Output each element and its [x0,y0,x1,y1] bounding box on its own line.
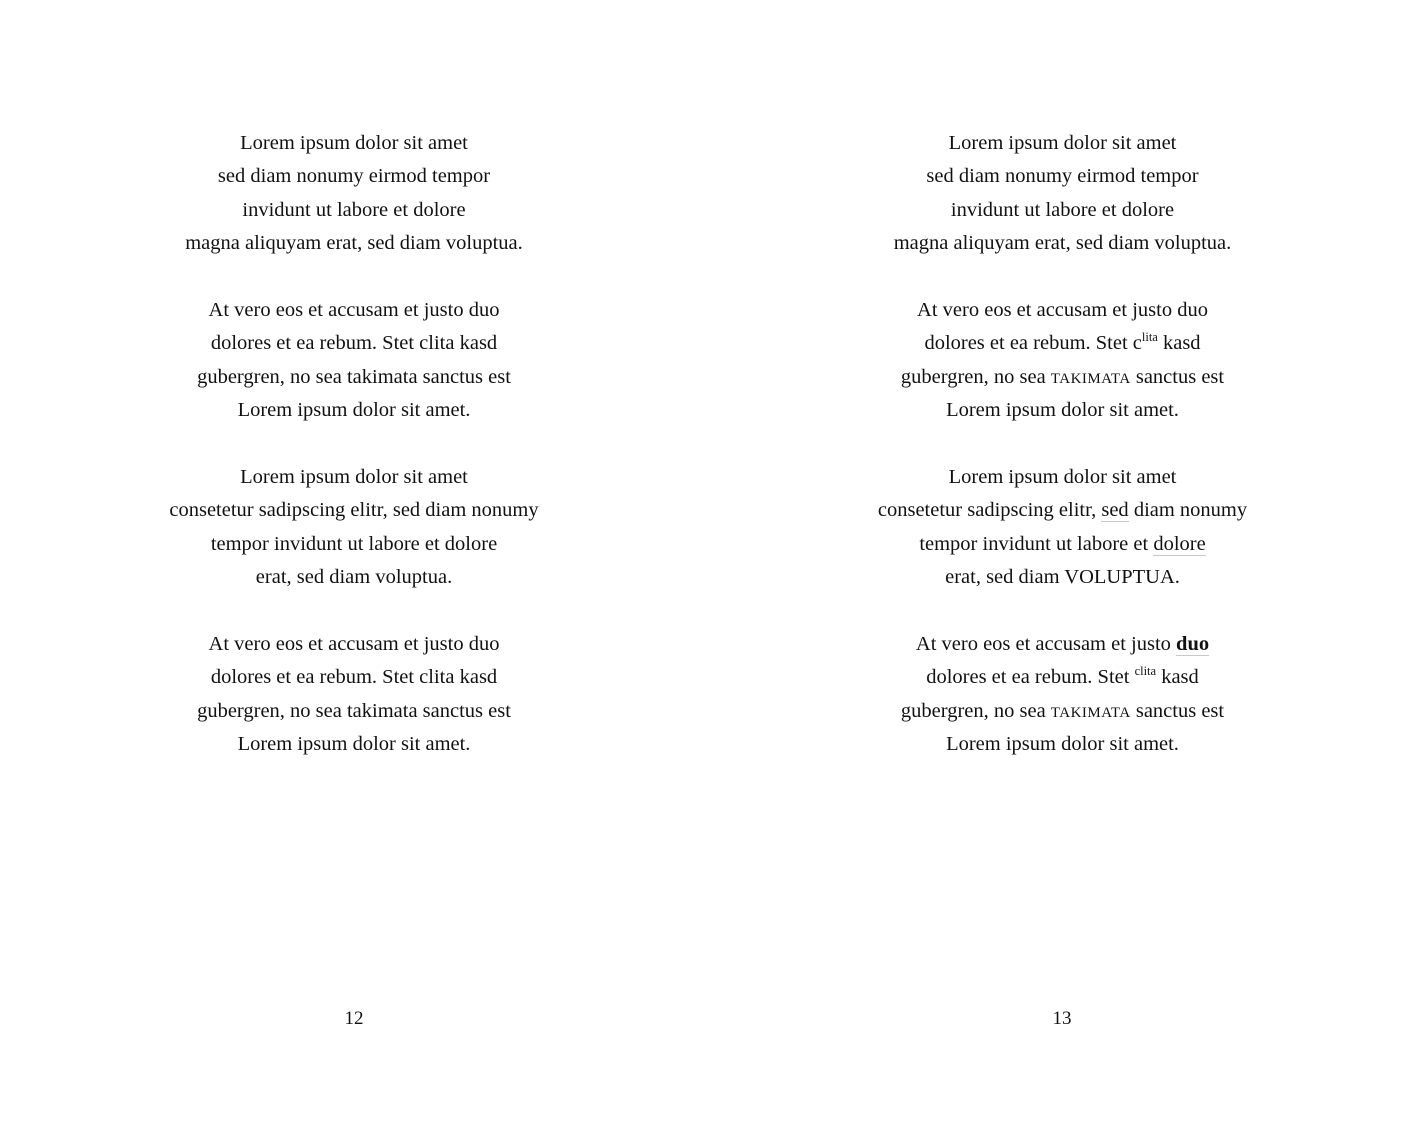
small-caps-text: TAKIMATA [1050,370,1131,387]
page-number: 13 [1052,1008,1072,1029]
poem-line: Lorem ipsum dolor sit amet [948,132,1177,154]
poem-line: magna aliquyam erat, sed diam voluptua. [185,232,523,255]
text-run: sanctus est [1130,699,1225,722]
left-page [0,0,708,1122]
text-run: consetetur sadipscing elitr, [877,499,1102,522]
underlined-text: sed [1101,499,1129,522]
stanza [0,628,708,762]
page-number: 12 [344,1008,364,1029]
poem-line: gubergren, no sea takimata sanctus est [197,365,511,388]
stanza [0,461,708,595]
poem-line [708,361,1417,394]
stanza [708,628,1417,762]
stanza [708,461,1417,595]
stanza [0,127,708,261]
poem-line: Lorem ipsum dolor sit amet. [237,399,471,422]
poem-line: Lorem ipsum dolor sit amet [240,132,468,154]
poem-line: gubergren, no sea takimata sanctus est [197,699,511,722]
stanza [0,294,708,428]
poem-line: Lorem ipsum dolor sit amet. [946,733,1179,756]
poem-line [708,561,1417,594]
text-run: tempor invidunt ut labore et [919,532,1154,555]
text-run: kasd [1156,666,1199,689]
poem-line [708,695,1417,728]
right-page [708,0,1417,1122]
text-run: At vero eos et accusam et justo [915,632,1177,655]
poem-line: magna aliquyam erat, sed diam voluptua. [893,232,1232,255]
poem-line: consetetur sadipscing elitr, sed diam nonumy [169,499,539,522]
poem-line: At vero eos et accusam et justo duo [208,632,500,655]
poem-line [708,661,1417,694]
poem-line: At vero eos et accusam et justo duo [917,298,1208,321]
right-poem [708,127,1417,795]
text-run: sanctus est [1130,365,1225,388]
poem-line: dolores et ea rebum. Stet clita kasd [210,332,498,355]
superscript-text: clita [1134,664,1157,679]
poem-line: sed diam nonumy eirmod tempor [217,165,491,188]
text-run: gubergren, no sea [900,699,1051,722]
poem-line [708,327,1417,360]
bold-text: duo [1176,632,1210,655]
text-run: diam nonumy [1128,499,1248,522]
superscript-text: lita [1141,330,1158,345]
text-run: gubergren, no sea [900,365,1051,388]
poem-line: sed diam nonumy eirmod tempor [926,165,1199,188]
poem-line: Lorem ipsum dolor sit amet [240,465,468,488]
stanza [708,294,1417,428]
poem-line: dolores et ea rebum. Stet clita kasd [210,666,498,689]
poem-line: At vero eos et accusam et justo duo [208,298,500,321]
poem-line [708,628,1417,661]
poem-line: Lorem ipsum dolor sit amet [948,465,1177,488]
stanza [708,127,1417,261]
poem-line: erat, sed diam voluptua. [255,566,453,589]
poem-line: Lorem ipsum dolor sit amet. [946,399,1179,422]
text-run: . [1174,566,1180,589]
poem-line: invidunt ut labore et dolore [950,198,1175,221]
text-run: dolores et ea rebum. Stet [926,666,1135,689]
small-caps-text: TAKIMATA [1050,704,1131,721]
text-run: erat, sed diam [945,566,1065,589]
poem-line [708,494,1417,527]
poem-line: Lorem ipsum dolor sit amet. [237,733,471,756]
caps-text: VOLUPTUA [1064,566,1175,589]
underlined-text: dolore [1153,532,1206,555]
left-poem [0,127,708,795]
text-run: kasd [1157,332,1201,355]
poem-line [708,528,1417,561]
poem-line: invidunt ut labore et dolore [242,198,466,221]
text-run: dolores et ea rebum. Stet c [924,332,1142,355]
poem-line: tempor invidunt ut labore et dolore [210,532,498,555]
